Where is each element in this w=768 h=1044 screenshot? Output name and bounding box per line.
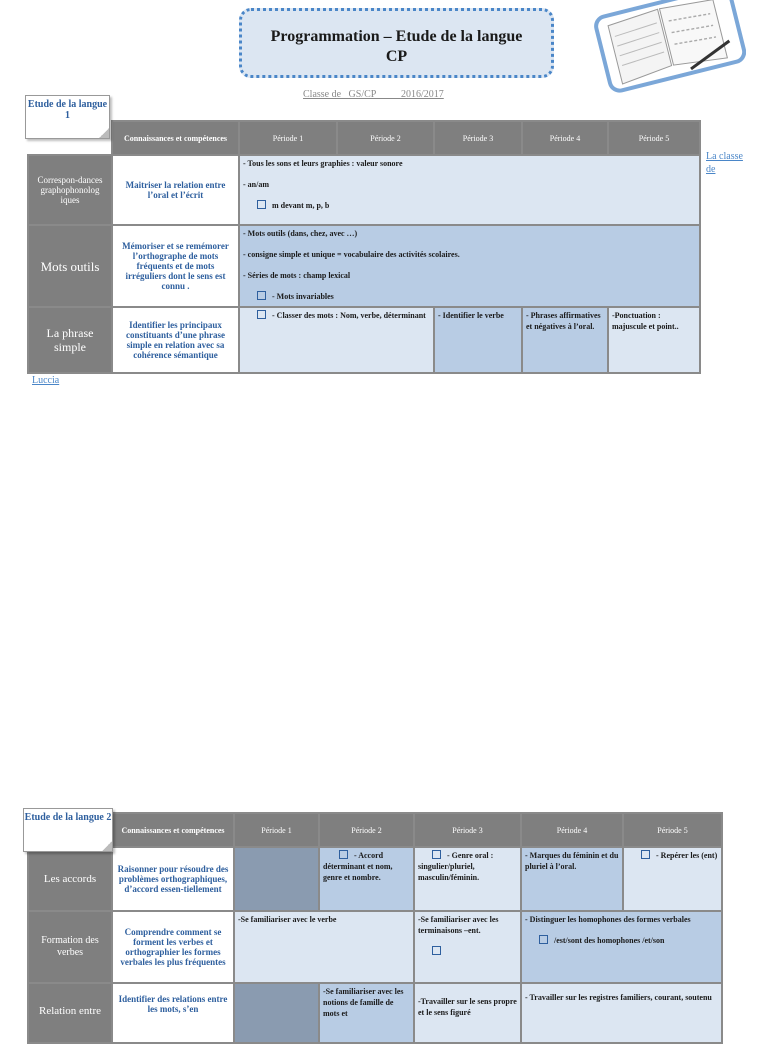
line: - Séries de mots : champ lexical <box>243 271 351 280</box>
line: - Accord déterminant et nom, genre et nombre. <box>323 851 393 882</box>
cell-accords-p2 <box>319 847 414 911</box>
notebook-icon <box>588 0 746 94</box>
header-periode-1: Période 1 <box>239 121 337 155</box>
competence-correspondances: Maitriser la relation entre l’oral et l’écrit <box>112 155 239 225</box>
row-label-mots-outils: Mots outils <box>28 225 112 307</box>
row-label-phrase-simple: La phrase simple <box>28 307 112 373</box>
header-periode-1: Période 1 <box>234 813 319 847</box>
header-periode-5: Période 5 <box>623 813 722 847</box>
line: - Distinguer les homophones des formes verbales <box>525 915 691 924</box>
line: - an/am <box>243 180 269 189</box>
class-subtitle[interactable]: Classe de GS/CP 2016/2017 <box>303 89 444 100</box>
header-periode-4: Période 4 <box>521 813 623 847</box>
table-etude-langue-2 <box>24 812 723 1044</box>
fold-corner <box>98 127 110 139</box>
checkbox-icon <box>257 200 266 209</box>
cell-accords-p5 <box>623 847 722 911</box>
fold-corner <box>101 840 113 852</box>
checkbox-icon <box>641 850 650 859</box>
tab-label: Etude de la langue 1 <box>27 99 108 121</box>
header-periode-2: Période 2 <box>319 813 414 847</box>
cell-verbes-p3 <box>414 911 521 983</box>
competence-mots-outils: Mémoriser et se remémorer l’orthographe de mots fréquents et de mots irréguliers dont le sens est connu . <box>112 225 239 307</box>
line: - Mots invariables <box>272 292 334 301</box>
cell-accords-p3 <box>414 847 521 911</box>
line: - Tous les sons et leurs graphies : valeur sonore <box>243 159 403 168</box>
header-periode-4: Période 4 <box>522 121 608 155</box>
tab-etude-langue-1 <box>25 95 110 139</box>
row-label-accords: Les accords <box>28 847 112 911</box>
cell-mots-outils-periodes <box>239 225 700 307</box>
cell-phrase-p3: - Identifier le verbe <box>434 307 522 373</box>
row-label-formation-verbes: Formation des verbes <box>28 911 112 983</box>
line: - Classer des mots : Nom, verbe, déterminant <box>272 311 426 320</box>
tab-etude-langue-2 <box>23 808 113 852</box>
header-periode-3: Période 3 <box>414 813 521 847</box>
cell-phrase-p5: -Ponctuation : majuscule et point.. <box>608 307 700 373</box>
checkbox-icon <box>339 850 348 859</box>
line: - Mots outils (dans, chez, avec …) <box>243 229 358 238</box>
header-competences: Connaissances et compétences <box>112 813 234 847</box>
line: - Genre oral : singulier/pluriel, masculin/féminin. <box>418 851 494 882</box>
header-periode-5: Période 5 <box>608 121 700 155</box>
table-etude-langue-1 <box>27 120 701 374</box>
header-periode-2: Période 2 <box>337 121 434 155</box>
cell-relation-p4-p5: - Travailler sur les registres familiers, courant, soutenu <box>521 983 722 1043</box>
line: /est/sont des homophones /et/son <box>554 936 665 945</box>
checkbox-icon <box>257 310 266 319</box>
side-link[interactable]: La classe de <box>706 151 743 175</box>
cell-phrase-p1-p2 <box>239 307 434 373</box>
checkbox-icon <box>432 946 441 955</box>
cell-correspondances-periodes <box>239 155 700 225</box>
cell-verbes-p4-p5 <box>521 911 722 983</box>
row-label-correspondances: Correspon-dances graphophonolog iques <box>28 155 112 225</box>
competence-accords: Raisonner pour résoudre des problèmes orthographiques, d’accord essen-tiellement <box>112 847 234 911</box>
line: - Repérer les (ent) <box>656 851 718 860</box>
checkbox-icon <box>432 850 441 859</box>
header-competences: Connaissances et compétences <box>112 121 239 155</box>
cell-relation-p3: -Travailler sur le sens propre et le sens figuré <box>414 983 521 1043</box>
competence-formation-verbes: Comprendre comment se forment les verbes et orthographier les formes verbales les plus fréquentes <box>112 911 234 983</box>
title-line-2: CP <box>385 48 408 65</box>
header-periode-3: Période 3 <box>434 121 522 155</box>
line: - consigne simple et unique = vocabulaire des activités scolaires. <box>243 250 460 259</box>
cell-verbes-p1-p2: -Se familiariser avec le verbe <box>234 911 414 983</box>
competence-phrase-simple: Identifier les principaux constituants d’une phrase simple en relation avec sa cohérence sémantique <box>112 307 239 373</box>
cell-phrase-p4: - Phrases affirmatives et négatives à l’oral. <box>522 307 608 373</box>
title-line-1: Programmation – Etude de la langue <box>270 28 523 45</box>
line: -Se familiariser avec les terminaisons –ent. <box>418 915 499 935</box>
author-link[interactable]: Luccia <box>32 375 60 386</box>
cell-accords-p1 <box>234 847 319 911</box>
cell-relation-p2: -Se familiariser avec les notions de famille de mots et <box>319 983 414 1043</box>
cell-accords-p4: - Marques du féminin et du pluriel à l’oral. <box>521 847 623 911</box>
page-title <box>239 8 554 78</box>
checkbox-icon <box>539 935 548 944</box>
row-label-relation: Relation entre <box>28 983 112 1043</box>
line: m devant m, p, b <box>272 201 330 210</box>
checkbox-icon <box>257 291 266 300</box>
competence-relation: Identifier des relations entre les mots, s’en <box>112 983 234 1043</box>
tab-label: Etude de la langue 2 <box>24 812 112 823</box>
cell-relation-p1 <box>234 983 319 1043</box>
